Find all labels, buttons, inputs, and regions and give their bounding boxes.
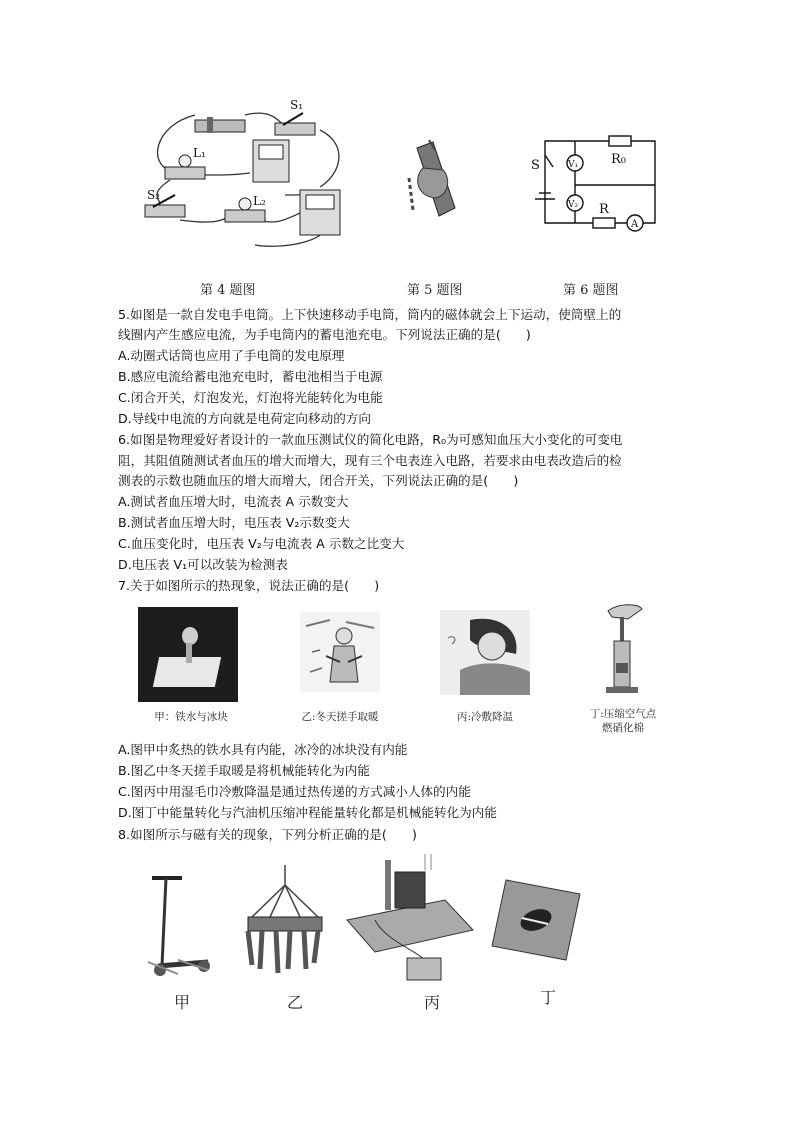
q8-label-jia: 甲 (174, 993, 191, 1012)
label-s: S (531, 158, 540, 173)
image-yi-electromagnet (240, 865, 330, 975)
q7-option-a: A.图甲中炙热的铁水具有内能，冰冷的冰块没有内能 (118, 742, 408, 757)
label-l2: L₂ (253, 194, 266, 208)
label-l1: L₁ (193, 146, 206, 160)
label-a: A (631, 219, 639, 230)
q7-label-jia: 甲：铁水与冰块 (154, 711, 228, 723)
q6-stem-line-2: 阻，其阻值随测试者血压的增大而增大，现有三个电表连入电路，若要求由电表改造后的检 (118, 453, 622, 468)
figure-q6-circuit (525, 135, 665, 235)
q6-option-c: C.血压变化时，电压表 V₂与电流表 A 示数之比变大 (118, 536, 405, 551)
q7-option-b: B.图乙中冬天搓手取暖是将机械能转化为内能 (118, 763, 370, 778)
image-yi-rub-hands (300, 612, 380, 692)
image-ding-compress-air (598, 603, 648, 703)
image-ding-compass (488, 870, 583, 965)
label-s2: S₂ (147, 188, 161, 202)
q8-label-ding: 丁 (540, 988, 557, 1007)
caption-q6: 第 6 题图 (563, 283, 619, 298)
image-jia-scooter (138, 870, 226, 980)
q7-stem: 7.关于如图所示的热现象，说法正确的是( ) (118, 578, 380, 593)
label-s1: S₁ (290, 98, 304, 112)
figure-q4-circuit (135, 95, 365, 275)
image-bing-cold-compress (440, 610, 530, 695)
label-r0: R₀ (611, 152, 626, 167)
q8-label-yi: 乙 (287, 993, 304, 1012)
label-v1: V₁ (568, 160, 579, 170)
q6-stem-line-1: 6.如图是物理爱好者设计的一款血压测试仪的简化电路，R₀为可感知血压大小变化的可变电 (118, 432, 623, 447)
image-bing-apparatus (345, 850, 475, 990)
q7-label-ding-2: 燃硝化棉 (602, 722, 644, 734)
q5-stem-line-1: 5.如图是一款自发电手电筒。上下快速移动手电筒，筒内的磁体就会上下运动，使筒壁上的 (118, 307, 622, 322)
q8-stem: 8.如图所示与磁有关的现象，下列分析正确的是( ) (118, 827, 417, 842)
image-jia-iron-ice (138, 607, 238, 702)
q7-label-ding-1: 丁:压缩空气点 (589, 708, 657, 720)
q5-option-c: C.闭合开关，灯泡发光，灯泡将光能转化为电能 (118, 390, 383, 405)
q7-option-c: C.图丙中用湿毛巾冷敷降温是通过热传递的方式减小人体的内能 (118, 784, 471, 799)
q5-stem-line-2: 线圈内产生感应电流，为手电筒内的蓄电池充电。下列说法正确的是( ) (118, 327, 531, 342)
q6-option-b: B.测试者血压增大时，电压表 V₂示数变大 (118, 515, 350, 530)
q7-label-bing: 丙:冷敷降温 (456, 711, 514, 723)
q5-option-d: D.导线中电流的方向就是电荷定向移动的方向 (118, 411, 371, 426)
q6-option-a: A.测试者血压增大时，电流表 A 示数变大 (118, 494, 349, 509)
q6-stem-line-3: 测表的示数也随血压的增大而增大，闭合开关，下列说法正确的是( ) (118, 473, 519, 488)
figure-q5-flashlight (405, 138, 465, 228)
q7-label-yi: 乙:冬天搓手取暖 (301, 711, 379, 723)
q5-option-b: B.感应电流给蓄电池充电时，蓄电池相当于电源 (118, 369, 383, 384)
label-v2: V₂ (568, 200, 579, 210)
label-r: R (599, 202, 609, 217)
caption-q4: 第 4 题图 (200, 283, 256, 298)
q8-label-bing: 丙 (424, 993, 441, 1012)
q5-option-a: A.动圈式话筒也应用了手电筒的发电原理 (118, 348, 345, 363)
q6-option-d: D.电压表 V₁可以改装为检测表 (118, 557, 288, 572)
caption-q5: 第 5 题图 (407, 283, 463, 298)
q7-option-d: D.图丁中能量转化与汽油机压缩冲程能量转化都是机械能转化为内能 (118, 805, 497, 820)
